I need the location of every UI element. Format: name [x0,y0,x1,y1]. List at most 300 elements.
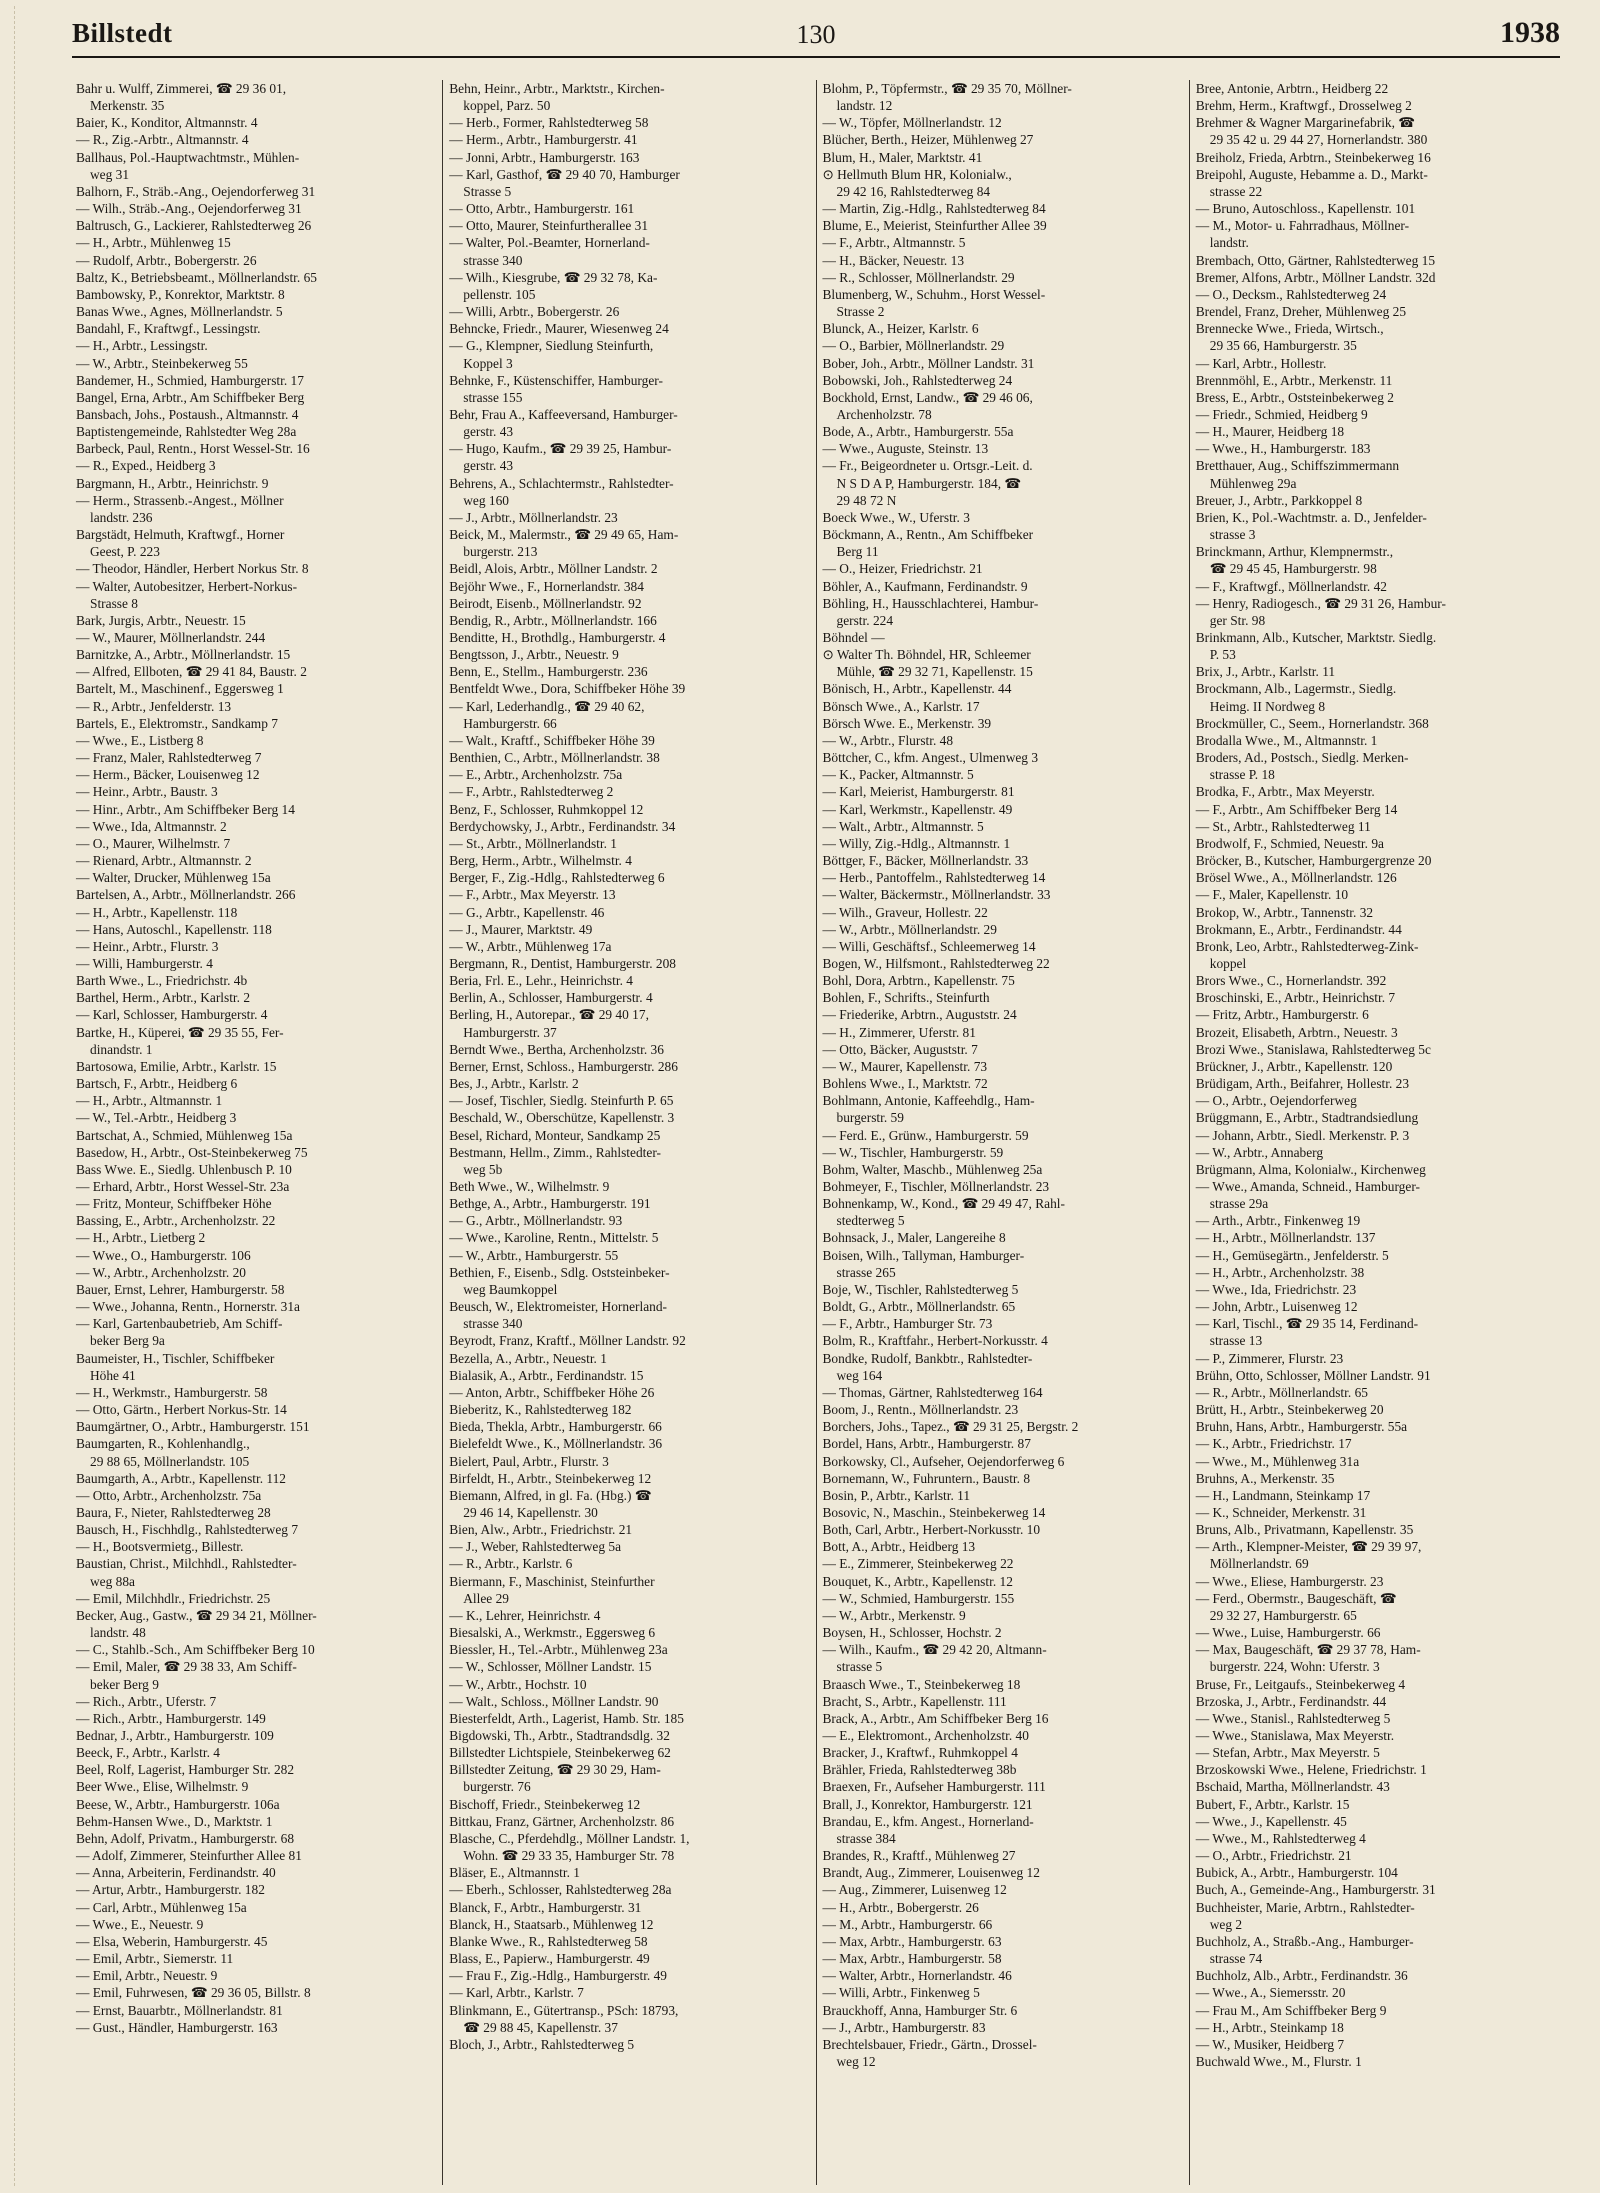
directory-entry-line: Baumeister, H., Tischler, Schiffbeker [76,1350,275,1366]
directory-entry-line: Bartschat, A., Schmied, Mühlenweg 15a [76,1127,293,1143]
directory-entry-line: — Wwe., Luise, Hamburgerstr. 66 [1195,1625,1381,1641]
directory-entry-line: Blinkmann, E., Gütertransp., PSch: 18793, [449,2002,679,2018]
directory-entry-line: — Carl, Arbtr., Mühlenweg 15a [76,1899,247,1915]
directory-entry-line: Bezella, A., Arbtr., Neuestr. 1 [449,1350,607,1366]
directory-entry-line: Bubick, A., Arbtr., Hamburgerstr. 104 [1195,1865,1398,1881]
directory-entry-line: Behrens, A., Schlachtermstr., Rahlstedter- [449,475,674,491]
directory-entry-line: — E., Elektromont., Archenholzstr. 40 [822,1728,1029,1743]
directory-entry-line: — Stefan, Arbtr., Max Meyerstr. 5 [1195,1745,1380,1761]
directory-entry-line: Bambowsky, P., Konrektor, Marktstr. 8 [76,286,285,302]
directory-entry-line: — E., Zimmerer, Steinbekerweg 22 [822,1556,1014,1572]
directory-entry-line: Biemann, Alfred, in gl. Fa. (Hbg.) ☎ [449,1487,652,1503]
directory-entry-line: burgerstr. 59 [836,1110,904,1126]
directory-entry-line: Brors Wwe., C., Hornerlandstr. 392 [1195,973,1387,989]
directory-entry-line: — Karl, Tischl., ☎ 29 35 14, Ferdinand- [1195,1316,1419,1332]
directory-entry-line: — H., Arbtr., Bobergerstr. 26 [822,1899,979,1915]
directory-entry-line: — Heinr., Arbtr., Flurstr. 3 [76,938,219,954]
directory-entry-line: Becker, Aug., Gastw., ☎ 29 34 21, Möllner- [76,1607,317,1623]
directory-entry-line: Baumgarth, A., Arbtr., Kapellenstr. 112 [76,1470,287,1486]
directory-entry-line: Billstedter Lichtspiele, Steinbekerweg 62 [449,1745,671,1761]
directory-entry-line: — Karl, Arbtr., Hollestr. [1195,355,1327,371]
directory-entry-line: Breipohl, Auguste, Hebamme a. D., Markt- [1195,166,1428,182]
directory-entry-line: — Martin, Zig.-Hdlg., Rahlstedterweg 84 [822,201,1046,217]
directory-entry-line: Both, Carl, Arbtr., Herbert-Norkusstr. 10 [822,1522,1041,1538]
directory-entry-line: — W., Maurer, Möllnerlandstr. 244 [76,630,266,645]
directory-entry-line: — Wwe., O., Hamburgerstr. 106 [76,1247,251,1263]
directory-entry-line: Brügmann, Alma, Kolonialw., Kirchenweg [1195,1161,1426,1177]
directory-entry-line: Brodalla Wwe., M., Altmannstr. 1 [1195,732,1378,748]
directory-entry-line: — G., Arbtr., Möllnerlandstr. 93 [449,1213,623,1229]
directory-entry-line: Buchheister, Marie, Arbtrn., Rahlstedter- [1195,1899,1415,1915]
directory-entry-line: Bohmeyer, F., Tischler, Möllnerlandstr. 23 [822,1179,1050,1194]
directory-entry-line: — F., Arbtr., Am Schiffbeker Berg 14 [1195,801,1398,817]
directory-entry-line: strasse 13 [1209,1333,1263,1349]
directory-entry-line: Buch, A., Gemeinde-Ang., Hamburgerstr. 31 [1195,1882,1436,1898]
directory-entry-line: Bengtsson, J., Arbtr., Neuestr. 9 [449,647,619,663]
directory-entry-line: Bandemer, H., Schmied, Hamburgerstr. 17 [76,372,304,388]
directory-entry-line: Bloch, J., Arbtr., Rahlstedterweg 5 [449,2036,635,2052]
directory-entry-line: — Otto, Gärtn., Herbert Norkus-Str. 14 [76,1402,287,1418]
directory-entry-line: Bohnenkamp, W., Kond., ☎ 29 49 47, Rahl- [822,1196,1065,1212]
directory-entry-line: Bode, A., Arbtr., Hamburgerstr. 55a [822,424,1014,440]
directory-entry-line: — H., Arbtr., Steinkamp 18 [1195,2019,1344,2035]
directory-entry-line: — R., Schlosser, Möllnerlandstr. 29 [822,269,1015,285]
directory-entry-line: — Rich., Arbtr., Uferstr. 7 [76,1693,217,1709]
directory-entry-line: — Wwe., Johanna, Rentn., Hornerstr. 31a [76,1299,300,1315]
directory-entry-line: Brix, J., Arbtr., Karlstr. 11 [1195,664,1336,680]
directory-entry-line: Böttcher, C., kfm. Angest., Ulmenweg 3 [822,750,1039,766]
directory-entry-line: strasse 74 [1209,1951,1263,1967]
directory-entry-line: Bruhn, Hans, Arbtr., Hamburgerstr. 55a [1195,1419,1408,1435]
directory-entry-line: strasse 384 [836,1830,896,1846]
directory-entry-line: Blasche, C., Pferdehdlg., Möllner Landstr. 1, [449,1830,690,1846]
directory-entry-line: weg 2 [1209,1916,1243,1932]
directory-entry-line: Blohm, P., Töpfermstr., ☎ 29 35 70, Möllner- [822,81,1072,96]
directory-entry-line: Bangel, Erna, Arbtr., Am Schiffbeker Berg [76,389,305,405]
directory-entry-line: Bubert, F., Arbtr., Karlstr. 15 [1195,1796,1350,1812]
directory-entry-line: — Wwe., A., Siemersstr. 20 [1195,1985,1346,2001]
directory-entry-line: 29 35 42 u. 29 44 27, Hornerlandstr. 380 [1209,132,1428,148]
directory-entry-line: Bracht, S., Arbtr., Kapellenstr. 111 [822,1693,1007,1709]
directory-entry-line: — Anna, Arbeiterin, Ferdinandstr. 40 [76,1865,276,1881]
directory-entry-line: Böttger, F., Bäcker, Möllnerlandstr. 33 [822,853,1029,869]
directory-entry-line: Bree, Antonie, Arbtrn., Heidberg 22 [1195,81,1389,96]
directory-entry-line: Baltz, K., Betriebsbeamt., Möllnerlandstr. 65 [76,269,317,285]
directory-entry-line: weg Baumkoppel [463,1281,558,1297]
directory-entry-line: — St., Arbtr., Möllnerlandstr. 1 [449,835,618,851]
directory-entry-line: Brehm, Herm., Kraftwgf., Drosselweg 2 [1195,98,1412,114]
directory-entry-line: — R., Arbtr., Jenfelderstr. 13 [76,698,232,714]
directory-entry-line: — Wilh., Kaufm., ☎ 29 42 20, Altmann- [822,1642,1047,1658]
directory-entry-line: — W., Töpfer, Möllnerlandstr. 12 [822,115,1002,131]
directory-entry-line: — K., Schneider, Merkenstr. 31 [1195,1504,1367,1520]
directory-entry-line: — R., Zig.-Arbtr., Altmannstr. 4 [76,132,249,148]
directory-entry-line: — Jonni, Arbtr., Hamburgerstr. 163 [449,149,640,165]
directory-entry-line: Bondke, Rudolf, Bankbtr., Rahlstedter- [822,1350,1033,1366]
directory-entry-line: — O., Decksm., Rahlstedterweg 24 [1195,286,1387,302]
directory-entry-line: strasse 5 [836,1659,883,1675]
directory-entry-line: burgerstr. 213 [463,544,538,560]
directory-entry-line: Bauer, Ernst, Lehrer, Hamburgerstr. 58 [76,1281,285,1297]
directory-entry-line: Billstedter Zeitung, ☎ 29 30 29, Ham- [449,1762,661,1778]
directory-entry-line: Bielert, Paul, Arbtr., Flurstr. 3 [449,1453,609,1469]
directory-entry-line: Berner, Ernst, Schloss., Hamburgerstr. 286 [449,1058,678,1074]
directory-entry-line: Bes, J., Arbtr., Karlstr. 2 [449,1076,579,1092]
directory-entry-line: Behr, Frau A., Kaffeeversand, Hamburger- [449,406,678,422]
directory-entry-line: Bress, E., Arbtr., Oststeinbekerweg 2 [1195,389,1394,405]
directory-entry-line: Brinkmann, Alb., Kutscher, Marktstr. Siedlg. [1195,630,1437,645]
directory-entry-line: Blanke Wwe., R., Rahlstedterweg 58 [449,1933,648,1949]
directory-entry-line: — O., Arbtr., Friedrichstr. 21 [1195,1848,1352,1864]
directory-entry-line: — Max, Arbtr., Hamburgerstr. 63 [822,1933,1002,1949]
directory-entry-line: — Alfred, Ellboten, ☎ 29 41 84, Baustr. 2 [76,664,307,680]
directory-entry-line: Bartelsen, A., Arbtr., Möllnerlandstr. 266 [76,887,296,903]
directory-entry-line: — Arth., Klempner-Meister, ☎ 29 39 97, [1195,1539,1422,1555]
directory-entry-line: — Max, Arbtr., Hamburgerstr. 58 [822,1951,1002,1967]
directory-entry-line: Brozi Wwe., Stanislawa, Rahlstedterweg 5c [1195,1041,1431,1057]
directory-entry-line: Bracker, J., Kraftwf., Ruhmkoppel 4 [822,1745,1018,1761]
directory-entry-line: — W., Arbtr., Hamburgerstr. 55 [449,1247,619,1263]
directory-entry-line: — G., Arbtr., Kapellenstr. 46 [449,904,605,920]
directory-entry-line: Blum, H., Maler, Marktstr. 41 [822,149,983,165]
directory-entry-line: — H., Arbtr., Kapellenstr. 118 [76,904,238,920]
directory-entry-line: — Hinr., Arbtr., Am Schiffbeker Berg 14 [76,801,295,817]
directory-entry-line: weg 160 [463,492,509,508]
directory-entry-line: — Willi, Hamburgerstr. 4 [76,955,213,971]
directory-entry-line: Baumgärtner, O., Arbtr., Hamburgerstr. 151 [76,1419,310,1435]
directory-entry-line: — O., Barbier, Möllnerlandstr. 29 [822,338,1005,354]
directory-entry-line: Hamburgerstr. 37 [463,1024,557,1040]
directory-entry-line: Baumgarten, R., Kohlenhandlg., [76,1436,250,1452]
directory-entry-line: Blass, E., Papierw., Hamburgerstr. 49 [449,1951,650,1967]
directory-entry-line: — Karl, Meierist, Hamburgerstr. 81 [822,784,1015,800]
directory-entry-line: Merkenstr. 35 [90,98,165,114]
directory-entry-line: Brockmann, Alb., Lagermstr., Siedlg. [1195,681,1397,697]
directory-entry-line: — Walter, Bäckermstr., Möllnerlandstr. 33 [822,887,1051,903]
directory-entry-line: weg 31 [90,166,130,182]
directory-entry-line: — Karl, Werkmstr., Kapellenstr. 49 [822,801,1013,817]
directory-entry-line: Bröcker, B., Kutscher, Hamburgergrenze 20 [1195,853,1432,869]
directory-entry-line: — Wilh., Graveur, Hollestr. 22 [822,904,988,920]
directory-entry-line: — Walter, Drucker, Mühlenweg 15a [76,870,271,886]
directory-entry-line: Berg 11 [836,544,879,560]
directory-entry-line: Bark, Jurgis, Arbtr., Neuestr. 15 [76,612,246,628]
directory-entry-line: — H., Bootsvermietg., Billestr. [76,1539,244,1555]
directory-entry-line: — H., Arbtr., Altmannstr. 1 [76,1093,223,1109]
directory-entry-line: Bretthauer, Aug., Schiffszimmermann [1195,458,1400,474]
directory-entry-line: Böhling, H., Hausschlachterei, Hambur- [822,595,1039,611]
directory-entry-line: Bahr u. Wulff, Zimmerei, ☎ 29 36 01, [76,81,287,96]
directory-entry-line: — Ferd. E., Grünw., Hamburgerstr. 59 [822,1127,1029,1143]
directory-entry-line: — J., Weber, Rahlstedterweg 5a [449,1539,622,1555]
directory-entry-line: Brodwolf, F., Schmied, Neuestr. 9a [1195,835,1384,851]
directory-entry-line: Borchers, Johs., Tapez., ☎ 29 31 25, Bergstr. 2 [822,1419,1079,1435]
column-1 [70,80,443,2185]
directory-entry-line: — M., Arbtr., Hamburgerstr. 66 [822,1916,993,1932]
directory-entry-line: Bausch, H., Fischhdlg., Rahlstedterweg 7 [76,1522,299,1538]
directory-entry-line: Buchholz, A., Straßb.-Ang., Hamburger- [1195,1933,1414,1949]
directory-entry-line: — Karl, Lederhandlg., ☎ 29 40 62, [449,698,645,714]
directory-entry-line: Brokmann, E., Arbtr., Ferdinandstr. 44 [1195,921,1402,937]
directory-entry-line: Hamburgerstr. 66 [463,715,557,731]
directory-entry-line: — J., Arbtr., Möllnerlandstr. 23 [449,509,618,525]
directory-entry-line: Balhorn, F., Sträb.-Ang., Oejendorferweg 31 [76,183,316,199]
directory-entry-line: Buchwald Wwe., M., Flurstr. 1 [1195,2053,1362,2069]
directory-entry-line: 29 35 66, Hamburgerstr. 35 [1209,338,1357,354]
directory-entry-line: — J., Maurer, Marktstr. 49 [449,921,593,937]
directory-entry-line: — Artur, Arbtr., Hamburgerstr. 182 [76,1882,265,1898]
directory-entry-line: — W., Musiker, Heidberg 7 [1195,2036,1345,2052]
directory-entry-line: koppel, Parz. 50 [463,98,551,114]
directory-entry-line: Beusch, W., Elektromeister, Hornerland- [449,1299,667,1315]
directory-entry-line: Berdychowsky, J., Arbtr., Ferdinandstr. 34 [449,818,676,834]
directory-entry-line: Brähler, Frieda, Rahlstedterweg 38b [822,1762,1017,1778]
directory-entry-line: Bartosowa, Emilie, Arbtr., Karlstr. 15 [76,1058,277,1074]
directory-entry-line: — Friedr., Schmied, Heidberg 9 [1195,406,1368,422]
directory-entry-line: landstr. [1209,235,1249,251]
directory-entry-line: 29 42 16, Rahlstedterweg 84 [836,183,991,199]
directory-entry-line: — Wwe., H., Hamburgerstr. 183 [1195,441,1371,457]
directory-entry-line: — Anton, Arbtr., Schiffbeker Höhe 26 [449,1384,655,1400]
directory-entry-line: burgerstr. 76 [463,1779,531,1795]
directory-entry-line: Geest, P. 223 [90,544,160,560]
directory-entry-line: Brinckmann, Arthur, Klempnermstr., [1195,544,1394,560]
directory-entry-line: — Frau F., Zig.-Hdlg., Hamburgerstr. 49 [449,1968,667,1984]
directory-entry-line: — Otto, Maurer, Steinfurtherallee 31 [449,218,649,234]
directory-entry-line: — Wwe., Amanda, Schneid., Hamburger- [1195,1179,1420,1194]
directory-entry-line: — Ferd., Obermstr., Baugeschäft, ☎ [1195,1590,1397,1606]
directory-entry-line: Möllnerlandstr. 69 [1209,1556,1309,1572]
directory-entry-line: Boldt, G., Arbtr., Möllnerlandstr. 65 [822,1299,1016,1315]
column-3 [817,80,1190,2185]
directory-entry-line: Bordel, Hans, Arbtr., Hamburgerstr. 87 [822,1436,1031,1452]
column-4 [1190,80,1562,2185]
directory-entry-line: Benz, F., Schlosser, Ruhmkoppel 12 [449,801,644,817]
directory-entry-line: Bartke, H., Küperei, ☎ 29 35 55, Fer- [76,1024,284,1040]
directory-entry-line: Strasse 8 [90,595,138,611]
directory-entry-line: weg 88a [90,1573,135,1589]
directory-entry-line: — W., Arbtr., Archenholzstr. 20 [76,1264,246,1280]
directory-entry-line: Brendel, Franz, Dreher, Mühlenweg 25 [1195,304,1407,320]
directory-entry-line: — Adolf, Zimmerer, Steinfurther Allee 81 [76,1848,302,1864]
directory-entry-line: Bargstädt, Helmuth, Kraftwgf., Horner [76,527,285,543]
directory-entry-line: — John, Arbtr., Luisenweg 12 [1195,1299,1358,1315]
directory-entry-line: ger Str. 98 [1209,612,1266,628]
directory-entry-line: — F., Arbtr., Hamburger Str. 73 [822,1316,993,1332]
directory-entry-line: — Herb., Pantoffelm., Rahlstedterweg 14 [822,870,1046,886]
directory-entry-line: Benn, E., Stellm., Hamburgerstr. 236 [449,664,648,680]
directory-entry-line: ⊙ Walter Th. Böhndel, HR, Schleemer [822,647,1031,663]
directory-entry-line: Bohlmann, Antonie, Kaffeehdlg., Ham- [822,1093,1035,1109]
directory-entry-line: Bischoff, Friedr., Steinbekerweg 12 [449,1796,641,1812]
directory-entry-line: Baltrusch, G., Lackierer, Rahlstedterweg 26 [76,218,312,234]
directory-entry-line: Baura, F., Nieter, Rahlstedterweg 28 [76,1504,271,1520]
directory-entry-line: — Wwe., M., Rahlstedterweg 4 [1195,1830,1366,1846]
directory-entry-line: Broschinski, E., Arbtr., Heinrichstr. 7 [1195,990,1396,1006]
directory-entry-line: Bohnsack, J., Maler, Langereihe 8 [822,1230,1006,1246]
directory-entry-line: — Eberh., Schlosser, Rahlstedterweg 28a [449,1882,672,1898]
directory-entry-line: Bohm, Walter, Maschb., Mühlenweg 25a [822,1161,1043,1177]
directory-entry-line: Brüdigam, Arth., Beifahrer, Hollestr. 23 [1195,1076,1410,1092]
directory-entry-line: — W., Arbtr., Annaberg [1195,1144,1324,1160]
directory-entry-line: — H., Arbtr., Mühlenweg 15 [76,235,231,251]
directory-entry-line: — Wwe., Ida, Altmannstr. 2 [76,818,227,834]
directory-entry-line: — Arth., Arbtr., Finkenweg 19 [1195,1213,1361,1229]
directory-entry-line: Broders, Ad., Postsch., Siedlg. Merken- [1195,750,1409,766]
directory-entry-line: Mühle, ☎ 29 32 71, Kapellenstr. 15 [836,664,1033,680]
directory-entry-line: Benthien, C., Arbtr., Möllnerlandstr. 38 [449,750,660,766]
directory-entry-line: stedterweg 5 [836,1213,905,1229]
directory-entry-line: 29 88 65, Möllnerlandstr. 105 [90,1453,250,1469]
directory-entry-line: — P., Zimmerer, Flurstr. 23 [1195,1350,1344,1366]
running-head [72,16,1560,58]
directory-entry-line: — Rudolf, Arbtr., Bobergerstr. 26 [76,252,257,268]
directory-entry-line: Bartels, E., Elektromstr., Sandkamp 7 [76,715,278,731]
directory-entry-line: Bartsch, F., Arbtr., Heidberg 6 [76,1076,238,1092]
directory-entry-line: Biermann, F., Maschinist, Steinfurther [449,1573,655,1589]
directory-entry-line: Börsch Wwe. E., Merkenstr. 39 [822,715,992,731]
directory-entry-line: strasse 265 [836,1264,896,1280]
directory-entry-line: Blanck, H., Staatsarb., Mühlenweg 12 [449,1916,654,1932]
directory-entry-line: ☎ 29 45 45, Hamburgerstr. 98 [1209,561,1377,577]
directory-entry-line: — W., Tel.-Arbtr., Heidberg 3 [76,1110,237,1126]
directory-entry-line: Mühlenweg 29a [1209,475,1297,491]
directory-entry-line: Bieda, Thekla, Arbtr., Hamburgerstr. 66 [449,1419,662,1435]
directory-entry-line: — Herm., Arbtr., Hamburgerstr. 41 [449,132,638,148]
directory-entry-line: Biesterfeldt, Arth., Lagerist, Hamb. Str. 185 [449,1710,684,1726]
directory-entry-line: Bittkau, Franz, Gärtner, Archenholzstr. 86 [449,1813,675,1829]
directory-entry-line: — Fr., Beigeordneter u. Ortsgr.-Leit. d. [822,458,1033,474]
directory-entry-line: Bethien, F., Eisenb., Sdlg. Oststeinbeker- [449,1264,670,1280]
directory-entry-line: — Willi, Geschäftsf., Schleemerweg 14 [822,938,1036,954]
directory-entry-line: — Karl, Gasthof, ☎ 29 40 70, Hamburger [449,166,680,182]
directory-entry-line: Buchholz, Alb., Arbtr., Ferdinandstr. 36 [1195,1968,1408,1984]
directory-entry-line: Blumenberg, W., Schuhm., Horst Wessel- [822,286,1046,302]
directory-entry-line: Bartelt, M., Maschinenf., Eggersweg 1 [76,681,284,697]
directory-entry-line: Barnitzke, A., Arbtr., Möllnerlandstr. 15 [76,647,291,663]
directory-entry-line: — Walter, Pol.-Beamter, Hornerland- [449,235,650,251]
directory-entry-line: Strasse 5 [463,183,512,199]
directory-entry-line: — Hans, Autoschl., Kapellenstr. 118 [76,921,272,937]
directory-entry-line: Brechtelsbauer, Friedr., Gärtn., Drossel- [822,2036,1037,2052]
directory-entry-line: Bönsch Wwe., A., Karlstr. 17 [822,698,980,714]
directory-entry-line: koppel [1209,955,1247,971]
year-heading: 1938 [1500,16,1560,49]
directory-entry-line: Bobowski, Joh., Rahlstedterweg 24 [822,372,1013,388]
directory-entry-line: Bober, Joh., Arbtr., Möllner Landstr. 31 [822,355,1035,371]
directory-entry-line: — Fritz, Arbtr., Hamburgerstr. 6 [1195,1007,1369,1023]
directory-entry-line: Behncke, Friedr., Maurer, Wiesenweg 24 [449,321,669,337]
directory-entry-line: Bogen, W., Hilfsmont., Rahlstedterweg 22 [822,955,1050,971]
directory-entry-line: — Walt., Schloss., Möllner Landstr. 90 [449,1693,659,1709]
directory-entry-line: Böhler, A., Kaufmann, Ferdinandstr. 9 [822,578,1028,594]
directory-entry-line: Wohn. ☎ 29 33 35, Hamburger Str. 78 [463,1848,675,1864]
directory-entry-line: Brack, A., Arbtr., Am Schiffbeker Berg 16 [822,1710,1049,1726]
directory-entry-line: Benditte, H., Brothdlg., Hamburgerstr. 4 [449,630,666,645]
directory-entry-line: pellenstr. 105 [463,286,536,302]
directory-entry-line: — K., Arbtr., Friedrichstr. 17 [1195,1436,1352,1452]
directory-entry-line: — H., Arbtr., Lessingstr. [76,338,208,354]
directory-entry-line: — Thomas, Gärtner, Rahlstedterweg 164 [822,1384,1043,1400]
directory-entry-line: — Karl, Arbtr., Karlstr. 7 [449,1985,584,2001]
directory-entry-line: Bejöhr Wwe., F., Hornerlandstr. 384 [449,578,644,594]
directory-entry-line: — R., Arbtr., Möllnerlandstr. 65 [1195,1384,1368,1400]
directory-entry-line: Bremer, Alfons, Arbtr., Möllner Landstr. 32d [1195,269,1436,285]
directory-entry-line: Borkowsky, Cl., Aufseher, Oejendorferweg 6 [822,1453,1065,1469]
directory-entry-line: — Wwe., Stanisl., Rahlstedterweg 5 [1195,1710,1391,1726]
directory-entry-line: Birfeldt, H., Arbtr., Steinbekerweg 12 [449,1470,652,1486]
directory-entry-line: — Wilh., Sträb.-Ang., Oejendorferweg 31 [76,201,302,217]
column-2 [443,80,816,2185]
page-number: 130 [796,20,836,49]
directory-entry-line: Strasse 2 [836,304,885,320]
directory-entry-line: Behm-Hansen Wwe., D., Marktstr. 1 [76,1813,273,1829]
directory-entry-line: Bestmann, Hellm., Zimm., Rahlstedter- [449,1144,661,1160]
directory-entry-line: Brüggmann, E., Arbtr., Stadtrandsiedlung [1195,1110,1419,1126]
directory-entry-line: — Karl, Gartenbaubetrieb, Am Schiff- [76,1316,283,1332]
directory-entry-line: Bönisch, H., Arbtr., Kapellenstr. 44 [822,681,1012,697]
directory-entry-line: — H., Bäcker, Neuestr. 13 [822,252,965,268]
directory-entry-line: — Elsa, Weberin, Hamburgerstr. 45 [76,1933,268,1949]
directory-entry-line: Bethge, A., Arbtr., Hamburgerstr. 191 [449,1196,651,1212]
directory-entry-line: Ballhaus, Pol.-Hauptwachtmstr., Mühlen- [76,149,300,165]
directory-entry-line: Berling, H., Autorepar., ☎ 29 40 17, [449,1007,649,1023]
directory-entry-line: 29 46 14, Kapellenstr. 30 [463,1504,598,1520]
directory-entry-line: — Franz, Maler, Rahlstedterweg 7 [76,750,262,766]
directory-entry-line: Bohlen, F., Schrifts., Steinfurth [822,990,990,1006]
directory-entry-line: Brembach, Otto, Gärtner, Rahlstedterweg 15 [1195,252,1436,268]
directory-entry-line: Banas Wwe., Agnes, Möllnerlandstr. 5 [76,304,283,320]
directory-entry-line: — E., Arbtr., Archenholzstr. 75a [449,767,623,783]
directory-entry-line: Bolm, R., Kraftfahr., Herbert-Norkusstr. 4 [822,1333,1048,1349]
directory-entry-line: gerstr. 43 [463,424,514,440]
directory-entry-line: Behn, Adolf, Privatm., Hamburgerstr. 68 [76,1830,295,1846]
directory-entry-line: — R., Arbtr., Karlstr. 6 [449,1556,573,1572]
directory-entry-line: — Otto, Arbtr., Hamburgerstr. 161 [449,201,635,217]
directory-entry-line: Breuer, J., Arbtr., Parkkoppel 8 [1195,492,1363,508]
directory-entry-line: — Walter, Autobesitzer, Herbert-Norkus- [76,578,298,594]
directory-entry-line: 29 48 72 N [836,492,897,508]
directory-entry-line: Blunck, A., Heizer, Karlstr. 6 [822,321,979,337]
directory-entry-line: landstr. 236 [90,509,153,525]
directory-entry-line: — Herb., Former, Rahlstedterweg 58 [449,115,649,131]
directory-entry-line: Brühn, Otto, Schlosser, Möllner Landstr. 91 [1195,1367,1431,1383]
directory-entry-line: — Emil, Milchhdlr., Friedrichstr. 25 [76,1590,271,1606]
directory-entry-line: — O., Maurer, Wilhelmstr. 7 [76,835,231,851]
directory-entry-line: Bednar, J., Arbtr., Hamburgerstr. 109 [76,1728,274,1743]
directory-entry-line: Baier, K., Konditor, Altmannstr. 4 [76,115,258,131]
page-edge-mark [14,6,25,2186]
directory-entry-line: Bosin, P., Arbtr., Karlstr. 11 [822,1487,971,1503]
directory-entry-line: strasse 340 [463,252,523,268]
directory-entry-line: — Friederike, Arbtrn., Auguststr. 24 [822,1007,1017,1023]
directory-entry-line: Bosovic, N., Maschin., Steinbekerweg 14 [822,1504,1046,1520]
directory-entry-line: Archenholzstr. 78 [836,406,932,422]
directory-entry-line: Bendig, R., Arbtr., Möllnerlandstr. 166 [449,612,657,628]
directory-entry-line: — Wwe., Auguste, Steinstr. 13 [822,441,989,457]
directory-entry-line: beker Berg 9 [90,1676,159,1692]
directory-entry-line: — Rienard, Arbtr., Altmannstr. 2 [76,853,252,869]
directory-entry-line: Beth Wwe., W., Wilhelmstr. 9 [449,1179,610,1194]
directory-entry-line: Basedow, H., Arbtr., Ost-Steinbekerweg 75 [76,1144,308,1160]
directory-entry-line: — Otto, Bäcker, Auguststr. 7 [822,1041,978,1057]
directory-entry-line: beker Berg 9a [90,1333,165,1349]
directory-entry-line: landstr. 12 [836,98,893,114]
directory-entry-line: — G., Klempner, Siedlung Steinfurth, [449,338,654,354]
district-heading: Billstedt [72,18,173,48]
directory-entry-line: — Herm., Bäcker, Louisenweg 12 [76,767,260,783]
directory-entry-line: — H., Landmann, Steinkamp 17 [1195,1487,1371,1503]
